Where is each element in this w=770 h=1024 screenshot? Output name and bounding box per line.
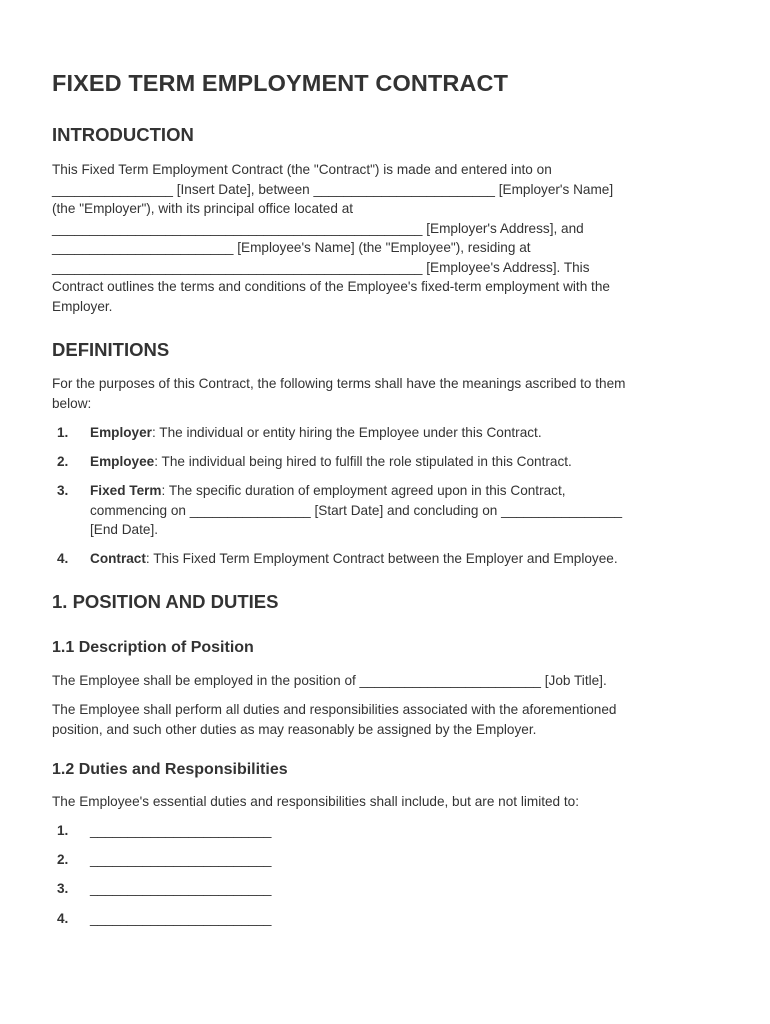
duty-blank: ________________________ — [90, 823, 272, 838]
definition-text: : This Fixed Term Employment Contract between the Employer and Employee. — [145, 551, 618, 566]
list-number: 2. — [57, 852, 69, 867]
duties-responsibilities-heading: 1.2 Duties and Responsibilities — [52, 761, 288, 778]
position-paragraph: The Employee shall be employed in the position of ________________________ [Job Title]. — [52, 673, 607, 688]
definition-term: Contract — [90, 551, 146, 566]
list-number: 1. — [57, 425, 69, 440]
duty-blank: ________________________ — [90, 852, 272, 867]
document-title: FIXED TERM EMPLOYMENT CONTRACT — [52, 70, 509, 96]
definition-term: Employer — [90, 425, 152, 440]
list-number: 2. — [57, 454, 69, 469]
definition-item-employer — [52, 423, 722, 443]
definition-term: Fixed Term — [90, 483, 162, 498]
definition-item-contract — [52, 549, 722, 569]
duty-item — [52, 850, 722, 870]
description-of-position-heading: 1.1 Description of Position — [52, 639, 254, 656]
position-duties-heading: 1. POSITION AND DUTIES — [52, 591, 279, 612]
duties-intro: The Employee's essential duties and responsibilities shall include, but are not limited to: — [52, 794, 579, 809]
list-number: 3. — [57, 483, 69, 498]
duties-paragraph: The Employee shall perform all duties and responsibilities associated with the aforementioned position, and such other duties as may reasonably be assigned by the Employer. — [52, 702, 617, 737]
list-number: 4. — [57, 551, 69, 566]
list-number: 1. — [57, 823, 69, 838]
definition-item-fixed-term — [52, 481, 722, 540]
introduction-text: This Fixed Term Employment Contract (the "Contract") is made and entered into on ________________ [Insert Date], between ________________________ [Employer's Name] (the "Employer"), with its principal office located at _________________________________________________ [Employer's Address], and ________________________ [Employee's Name] (the "Employee"), residing at _________________________________________________ [Employee's Address]. This Contract outlines the terms and conditions of the Employee's fixed-term employment with the Employer. — [52, 162, 614, 314]
duty-blank: ________________________ — [90, 911, 272, 926]
duty-item — [52, 879, 722, 899]
definition-text: : The specific duration of employment agreed upon in this Contract, commencing on ________________ [Start Date] and concluding on ________________ [End Date]. — [90, 483, 623, 537]
duty-item — [52, 821, 722, 841]
list-number: 3. — [57, 881, 69, 896]
definition-text: : The individual being hired to fulfill the role stipulated in this Contract. — [154, 454, 572, 469]
definitions-heading: DEFINITIONS — [52, 339, 170, 360]
definition-term: Employee — [90, 454, 155, 469]
duty-blank: ________________________ — [90, 881, 272, 896]
duty-item — [52, 909, 722, 929]
definition-item-employee — [52, 452, 722, 472]
list-number: 4. — [57, 911, 69, 926]
definition-text: : The individual or entity hiring the Employee under this Contract. — [151, 425, 542, 440]
introduction-heading: INTRODUCTION — [52, 124, 194, 145]
definitions-intro: For the purposes of this Contract, the following terms shall have the meanings ascribed to them below: — [52, 376, 626, 411]
